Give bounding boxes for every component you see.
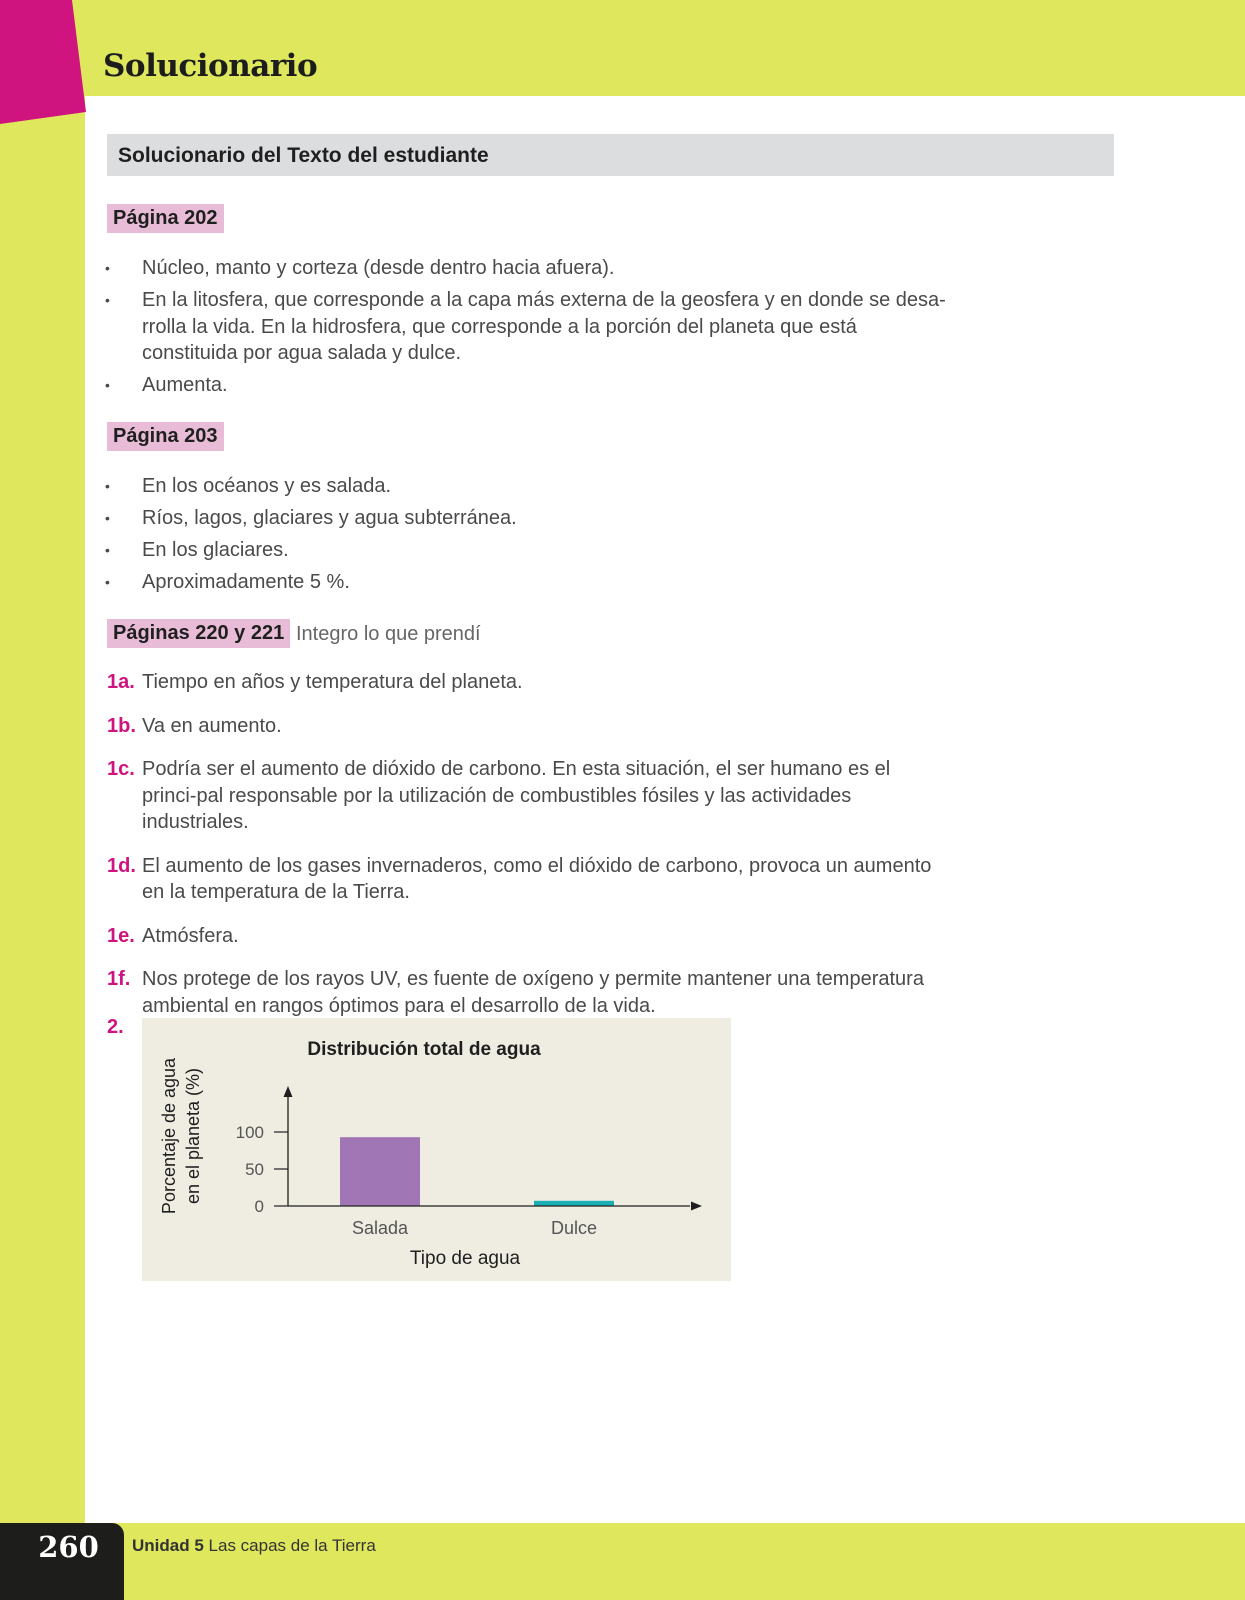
page-label-203: Página 203 — [107, 422, 224, 451]
unit-label: Unidad 5 — [132, 1536, 204, 1555]
y-tick-label: 100 — [235, 1123, 264, 1142]
y-tick-label: 0 — [254, 1197, 264, 1216]
answer-item — [107, 923, 947, 950]
list-item: • En los glaciares. — [107, 537, 947, 564]
x-category-label: Salada — [351, 1218, 409, 1238]
answer-number: 1e. — [107, 924, 135, 947]
list-page-203 — [107, 473, 947, 601]
water-distribution-chart — [142, 1018, 731, 1281]
unit-title: Las capas de la Tierra — [208, 1536, 376, 1555]
left-margin-band — [0, 0, 85, 1600]
footer-unit — [132, 1536, 376, 1556]
page-label-subtitle: Integro lo que prendí — [296, 623, 481, 645]
answer-number: 1a. — [107, 671, 135, 693]
y-axis-label-line-2: en el planeta (%) — [183, 1067, 203, 1205]
answer-text: Va en aumento. — [142, 714, 282, 737]
list-page-202 — [107, 255, 947, 404]
answer-item — [107, 853, 947, 906]
header-accent-tab — [0, 0, 86, 124]
answer-number: 1b. — [107, 714, 136, 737]
bar-dulce — [534, 1201, 614, 1206]
x-axis-arrow — [691, 1202, 702, 1211]
answer-item — [107, 669, 947, 696]
list-item: • En la litosfera, que corresponde a la capa más externa de la geosfera y en donde se desa-rrolla la vida. En la hidrosfera, que corresponde a la porción del planeta que está constituida por agua salada y dulce. — [107, 287, 947, 367]
answer-item — [107, 713, 947, 740]
list-item: • Aumenta. — [107, 372, 947, 399]
answer-number: 1d. — [107, 854, 136, 877]
section-title: Solucionario del Texto del estudiante — [107, 134, 1114, 176]
answer-item — [107, 756, 947, 836]
answer-number: 1f. — [107, 968, 131, 990]
answer-number: 1c. — [107, 758, 135, 780]
answers-list — [107, 669, 947, 1036]
footer-band — [0, 1523, 1245, 1600]
y-axis-label-line-1: Porcentaje de agua — [159, 1057, 179, 1215]
answer-text: El aumento de los gases invernaderos, como el dióxido de carbono, provoca un aumento en la temperatura de la Tierra. — [142, 854, 932, 903]
page-title: Solucionario — [103, 48, 318, 84]
x-axis-label: Tipo de agua — [409, 1248, 521, 1269]
list-item: • En los océanos y es salada. — [107, 473, 947, 500]
list-item: • Ríos, lagos, glaciares y agua subterránea. — [107, 505, 947, 532]
answer-text: Atmósfera. — [142, 924, 239, 947]
page-label-220-221: Páginas 220 y 221 — [107, 619, 290, 648]
answer-text: Tiempo en años y temperatura del planeta. — [142, 671, 523, 693]
list-item: • Núcleo, manto y corteza (desde dentro hacia afuera). — [107, 255, 947, 282]
chart-svg — [142, 1018, 731, 1281]
y-tick-label: 50 — [245, 1160, 264, 1179]
x-category-label: Dulce — [550, 1218, 598, 1238]
list-item: • Aproximadamente 5 %. — [107, 569, 947, 596]
chart-title: Distribución total de agua — [307, 1039, 541, 1060]
question-2-number: 2. — [107, 1016, 124, 1038]
answer-text: Podría ser el aumento de dióxido de carbono. En esta situación, el ser humano es el princi-pal responsable por la utilización de combustibles fósiles y las actividades industriales. — [142, 758, 891, 833]
page-number: 260 — [38, 1530, 99, 1564]
y-axis-arrow — [284, 1086, 293, 1097]
answer-item — [107, 966, 947, 1019]
bar-salada — [340, 1137, 420, 1206]
answer-text: Nos protege de los rayos UV, es fuente de oxígeno y permite mantener una temperatura ambiental en rangos óptimos para el desarrollo de la vida. — [142, 968, 924, 1017]
page-label-202: Página 202 — [107, 204, 224, 233]
